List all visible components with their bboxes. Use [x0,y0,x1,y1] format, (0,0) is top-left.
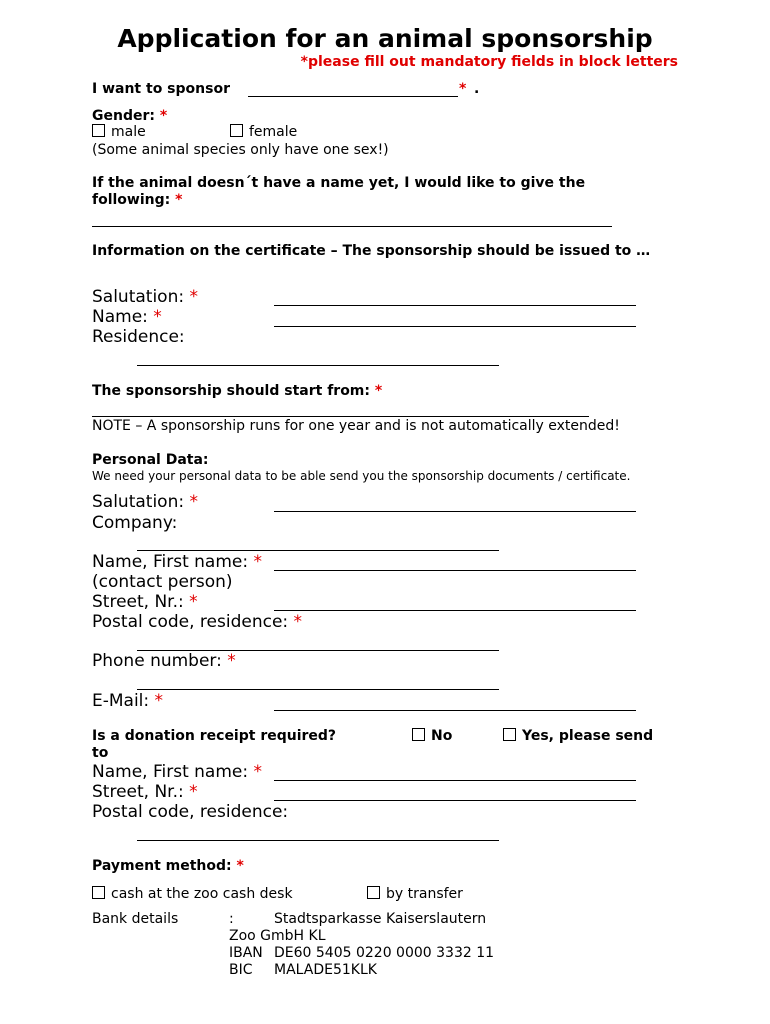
start-note: NOTE – A sponsorship runs for one year and is not automatically extended! [92,418,620,434]
personal-company-line[interactable] [137,550,499,551]
animal-name-label: If the animal doesn´t have a name yet, I would like to give the following: * [92,175,586,208]
donation-to-label: to [92,745,109,761]
iban-value: DE60 5405 0220 0000 3332 11 [274,945,495,961]
account-holder: Zoo GmbH KL [229,928,326,944]
certificate-residence-line[interactable] [137,365,499,366]
personal-subtitle: We need your personal data to be able send you the sponsorship documents / certificate. [92,469,631,483]
donation-yes-option[interactable]: Yes, please send [503,728,653,744]
donation-no-option[interactable]: No [412,728,452,744]
personal-name-label: Name, First name: * [92,552,262,572]
payment-transfer-option[interactable]: by transfer [367,886,463,902]
gender-label: Gender: * [92,108,168,124]
personal-email-line[interactable] [274,710,636,711]
bank-details-label: Bank details [92,911,179,927]
personal-salutation-line[interactable] [274,511,636,512]
certificate-name-line[interactable] [274,326,636,327]
personal-street-line[interactable] [274,610,636,611]
personal-company-label: Company: [92,513,178,533]
checkbox-icon[interactable] [230,124,243,137]
gender-hint: (Some animal species only have one sex!) [92,142,389,158]
checkbox-icon[interactable] [412,728,425,741]
personal-name-line[interactable] [274,570,636,571]
personal-contact-label: (contact person) [92,572,233,592]
checkbox-icon[interactable] [503,728,516,741]
sponsor-input-line[interactable] [248,96,458,97]
donation-street-label: Street, Nr.: * [92,782,198,802]
sponsor-label: I want to sponsor [92,81,230,97]
certificate-residence-label: Residence: [92,327,185,347]
personal-email-label: E-Mail: * [92,691,164,711]
donation-postal-label: Postal code, residence: [92,802,289,822]
checkbox-icon[interactable] [92,124,105,137]
page-title: Application for an animal sponsorship [117,24,653,53]
personal-street-label: Street, Nr.: * [92,592,198,612]
iban-label: IBAN [229,945,263,961]
donation-name-label: Name, First name: * [92,762,262,782]
bank-details-colon: : [229,911,234,927]
donation-street-line[interactable] [274,800,636,801]
personal-phone-label: Phone number: * [92,651,236,671]
gender-female-option[interactable]: female [230,124,297,140]
start-label: The sponsorship should start from: * [92,383,383,399]
bic-value: MALADE51KLK [274,962,377,978]
bic-label: BIC [229,962,253,978]
donation-question: Is a donation receipt required? [92,728,337,744]
personal-heading: Personal Data: [92,452,209,468]
gender-male-option[interactable]: male [92,124,146,140]
donation-name-line[interactable] [274,780,636,781]
checkbox-icon[interactable] [92,886,105,899]
payment-cash-option[interactable]: cash at the zoo cash desk [92,886,293,902]
certificate-salutation-label: Salutation: * [92,287,198,307]
animal-name-input-line[interactable] [92,226,612,227]
sponsor-end: . [474,81,480,97]
mandatory-note: *please fill out mandatory fields in block letters [300,54,678,70]
personal-postal-label: Postal code, residence: * [92,612,303,632]
certificate-salutation-line[interactable] [274,305,636,306]
donation-postal-line[interactable] [137,840,499,841]
personal-phone-line[interactable] [137,689,499,690]
bank-name: Stadtsparkasse Kaiserslautern [274,911,487,927]
personal-salutation-label: Salutation: * [92,492,198,512]
checkbox-icon[interactable] [367,886,380,899]
certificate-heading: Information on the certificate – The sponsorship should be issued to … [92,243,651,259]
payment-label: Payment method: * [92,858,244,874]
start-date-line[interactable] [92,416,589,417]
certificate-name-label: Name: * [92,307,162,327]
required-asterisk: * [459,81,467,97]
